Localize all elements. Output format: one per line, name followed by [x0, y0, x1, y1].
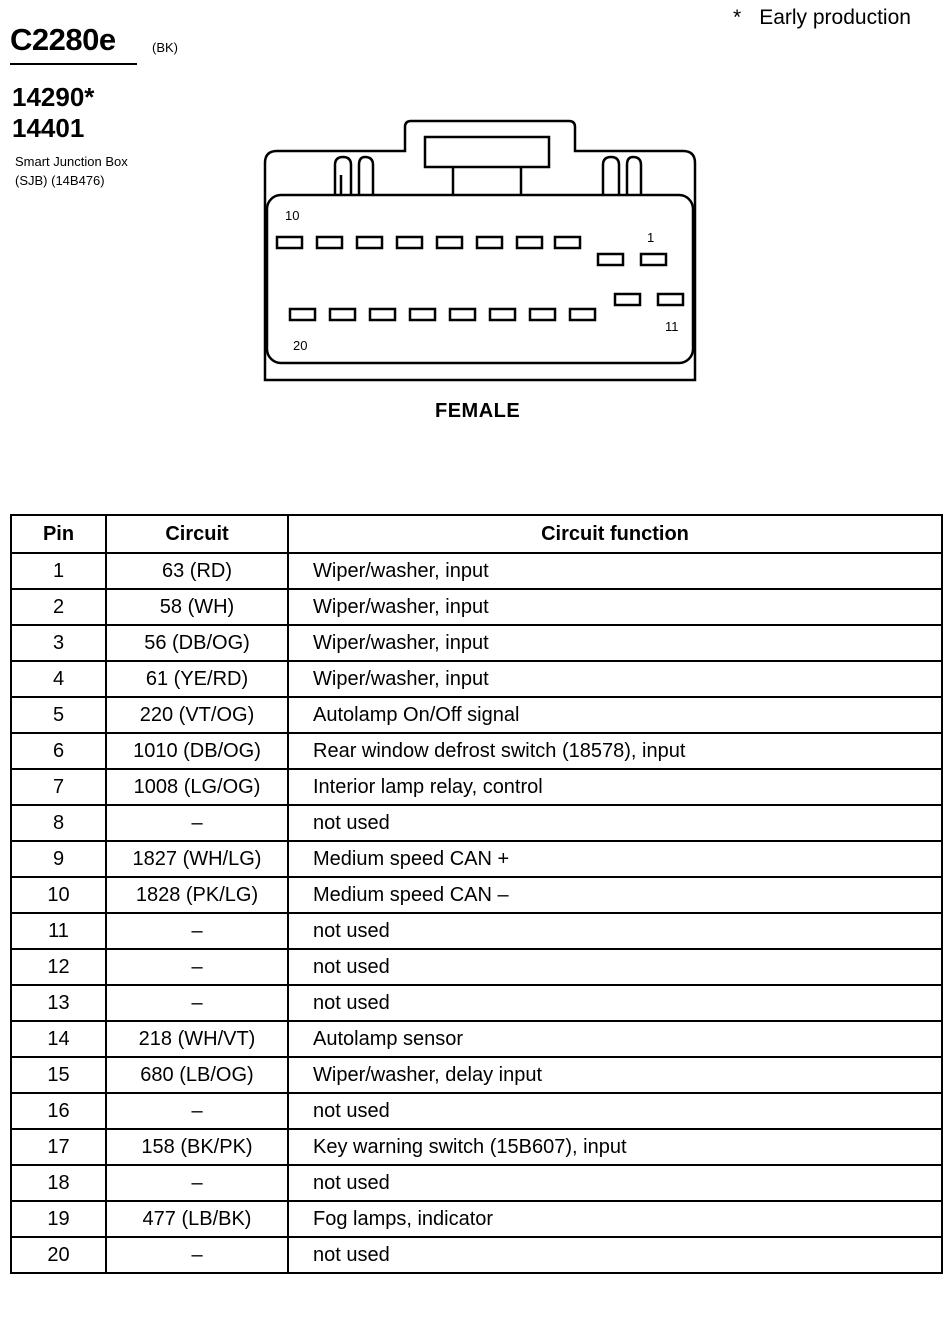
table-row — [11, 769, 942, 805]
circuit-cell: – — [106, 1093, 288, 1129]
function-cell: Interior lamp relay, control — [288, 769, 942, 805]
pin-cell: 10 — [11, 877, 106, 913]
table-row — [11, 553, 942, 589]
function-cell: Autolamp On/Off signal — [288, 697, 942, 733]
function-cell: Wiper/washer, input — [288, 589, 942, 625]
pin-cavity-8 — [357, 237, 382, 248]
pin-cavities — [277, 237, 683, 320]
function-cell: Wiper/washer, input — [288, 553, 942, 589]
header-circuit-function: Circuit function — [288, 515, 942, 553]
circuit-cell: 158 (BK/PK) — [106, 1129, 288, 1165]
pin-cavity-13 — [570, 309, 595, 320]
guide-slot-right — [603, 157, 619, 195]
pin-cavity-9 — [317, 237, 342, 248]
connector-outline-svg — [255, 115, 705, 390]
pin-cavity-2 — [598, 254, 623, 265]
circuit-cell: 63 (RD) — [106, 553, 288, 589]
pin-cell: 1 — [11, 553, 106, 589]
table-row — [11, 1201, 942, 1237]
function-cell: Wiper/washer, input — [288, 661, 942, 697]
table-row — [11, 877, 942, 913]
guide-slot-left-2 — [341, 157, 373, 195]
function-cell: Key warning switch (15B607), input — [288, 1129, 942, 1165]
pin-cavity-4 — [517, 237, 542, 248]
function-cell: Medium speed CAN – — [288, 877, 942, 913]
table-row — [11, 1093, 942, 1129]
circuit-cell: – — [106, 913, 288, 949]
pin-cavity-7 — [397, 237, 422, 248]
pin-cell: 5 — [11, 697, 106, 733]
table-row — [11, 841, 942, 877]
guide-slot-right-2 — [627, 157, 641, 195]
table-row — [11, 697, 942, 733]
pin-cavity-15 — [490, 309, 515, 320]
table-row — [11, 625, 942, 661]
function-cell: not used — [288, 805, 942, 841]
note-marker: * — [733, 6, 742, 29]
early-production-note — [733, 6, 911, 30]
function-cell: Medium speed CAN + — [288, 841, 942, 877]
table-row — [11, 1129, 942, 1165]
function-cell: not used — [288, 1165, 942, 1201]
pin-label-10: 10 — [285, 208, 300, 223]
pin-cell: 6 — [11, 733, 106, 769]
circuit-cell: – — [106, 1165, 288, 1201]
pin-cavity-20 — [290, 309, 315, 320]
pin-cavity-16 — [450, 309, 475, 320]
circuit-cell: 1827 (WH/LG) — [106, 841, 288, 877]
pin-cavity-18 — [370, 309, 395, 320]
function-cell: Rear window defrost switch (18578), input — [288, 733, 942, 769]
pin-cell: 17 — [11, 1129, 106, 1165]
pin-cell: 15 — [11, 1057, 106, 1093]
table-row — [11, 1165, 942, 1201]
pin-cell: 4 — [11, 661, 106, 697]
view-label: FEMALE — [435, 400, 521, 422]
pin-cell: 2 — [11, 589, 106, 625]
pin-cell: 12 — [11, 949, 106, 985]
pin-cell: 14 — [11, 1021, 106, 1057]
table-row — [11, 985, 942, 1021]
circuit-cell: 56 (DB/OG) — [106, 625, 288, 661]
pin-cell: 8 — [11, 805, 106, 841]
circuit-cell: – — [106, 985, 288, 1021]
connector-face-diagram — [255, 115, 705, 390]
pin-cavity-10 — [277, 237, 302, 248]
part-number-1: 14290* — [12, 82, 95, 112]
pin-cell: 13 — [11, 985, 106, 1021]
pin-cell: 3 — [11, 625, 106, 661]
pin-label-1: 1 — [647, 230, 655, 245]
connector-id: C2280e — [10, 22, 116, 57]
circuit-cell: 220 (VT/OG) — [106, 697, 288, 733]
component-description — [15, 152, 128, 190]
pin-cell: 19 — [11, 1201, 106, 1237]
function-cell: Wiper/washer, input — [288, 625, 942, 661]
function-cell: not used — [288, 949, 942, 985]
circuit-cell: – — [106, 805, 288, 841]
table-row — [11, 949, 942, 985]
pin-cavity-5 — [477, 237, 502, 248]
function-cell: not used — [288, 1093, 942, 1129]
component-line-2: (SJB) (14B476) — [15, 173, 105, 188]
pin-cavity-1 — [641, 254, 666, 265]
connector-body-outline — [265, 121, 695, 380]
function-cell: Autolamp sensor — [288, 1021, 942, 1057]
table-row — [11, 913, 942, 949]
circuit-cell: 218 (WH/VT) — [106, 1021, 288, 1057]
part-number-2: 14401 — [12, 113, 85, 143]
table-row — [11, 589, 942, 625]
pin-cavity-19 — [330, 309, 355, 320]
connector-inner-face — [267, 195, 693, 363]
pin-cell: 20 — [11, 1237, 106, 1273]
pin-cavity-17 — [410, 309, 435, 320]
table-row — [11, 1021, 942, 1057]
circuit-cell: 477 (LB/BK) — [106, 1201, 288, 1237]
pin-cell: 18 — [11, 1165, 106, 1201]
pin-cavity-12 — [615, 294, 640, 305]
circuit-cell: – — [106, 949, 288, 985]
circuit-cell: 58 (WH) — [106, 589, 288, 625]
function-cell: not used — [288, 985, 942, 1021]
pin-cell: 9 — [11, 841, 106, 877]
table-row — [11, 661, 942, 697]
pin-cell: 16 — [11, 1093, 106, 1129]
circuit-cell: 1010 (DB/OG) — [106, 733, 288, 769]
circuit-cell: 61 (YE/RD) — [106, 661, 288, 697]
connector-id-underline — [10, 63, 137, 65]
table-row — [11, 733, 942, 769]
note-text: Early production — [759, 6, 911, 29]
circuit-cell: – — [106, 1237, 288, 1273]
pin-label-20: 20 — [293, 338, 308, 353]
table-row — [11, 1057, 942, 1093]
table-row — [11, 805, 942, 841]
circuit-cell: 1828 (PK/LG) — [106, 877, 288, 913]
function-cell: Wiper/washer, delay input — [288, 1057, 942, 1093]
pin-cavity-11 — [658, 294, 683, 305]
pin-cavity-3 — [555, 237, 580, 248]
latch-window — [425, 137, 549, 167]
function-cell: not used — [288, 913, 942, 949]
circuit-cell: 1008 (LG/OG) — [106, 769, 288, 805]
function-cell: not used — [288, 1237, 942, 1273]
pin-cavity-14 — [530, 309, 555, 320]
table-row — [11, 1237, 942, 1273]
header-circuit: Circuit — [106, 515, 288, 553]
pinout-table — [10, 514, 943, 1274]
component-line-1: Smart Junction Box — [15, 154, 128, 169]
function-cell: Fog lamps, indicator — [288, 1201, 942, 1237]
table-header-row — [11, 515, 942, 553]
pin-cell: 11 — [11, 913, 106, 949]
pin-cell: 7 — [11, 769, 106, 805]
guide-slot-left — [335, 157, 351, 195]
header-pin: Pin — [11, 515, 106, 553]
connector-color: (BK) — [152, 40, 178, 55]
circuit-cell: 680 (LB/OG) — [106, 1057, 288, 1093]
pin-label-11: 11 — [665, 319, 679, 334]
pin-cavity-6 — [437, 237, 462, 248]
pinout-table-body — [11, 553, 942, 1273]
